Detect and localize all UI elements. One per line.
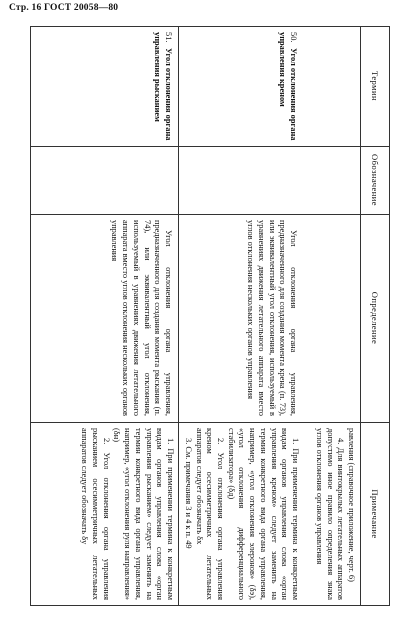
definition-cell (109, 220, 173, 416)
term-table (30, 26, 390, 606)
note-item: 2. Угол отклонения органа управления креном осесимметричных летательных аппаратов следует обозначать δх (194, 428, 226, 600)
note-item: 1. При применении термина к конкретным видам органов управления слова «орган управления рысканием» следует заменить на термин конкретного вида органа управления, например, «угол отклонения руля направления» (δн) (112, 428, 175, 600)
term-text: Угол отклонения органа управления креном (278, 32, 298, 141)
continuation-line: равления (справочное приложение, черт. 6) (347, 428, 356, 582)
definition-text: Угол отклонения органа управления, предназначенного для создания момента крена (п. 73), или эквивалентный угол отклонения, используемый в уравнениях движения летательного аппарата вместо углов отклонения нескольких органов управления (246, 220, 298, 416)
term-cell (277, 32, 298, 142)
col-header-symbol: Обозначение (370, 154, 381, 206)
col-header-term: Термин (370, 71, 381, 101)
continuation-line: 4. Для винтокрылых летательных аппаратов допустимо иное правило определения знака углов отклонения органов управления (314, 428, 346, 600)
col-header-note: Примечание (370, 489, 381, 539)
page-header: Стр. 16 ГОСТ 20058—80 (9, 3, 119, 13)
continuation-note (313, 428, 356, 600)
table-row (30, 26, 179, 606)
col-header-definition: Определение (370, 291, 381, 345)
table-row (179, 26, 304, 606)
term-cell (152, 32, 173, 142)
rotated-table (30, 26, 390, 606)
definition-cell (244, 220, 298, 416)
note-cell (182, 428, 300, 600)
definition-text: Угол отклонения органа управления, предназначенного для создания момента рыскания (п. 74), или эквивалентный угол отклонения, используемый в уравнениях движения летательного аппарата вместо углов отклонения нескольких органов управления (110, 220, 173, 416)
note-item: 3. См. примечания 3 и 4 к п. 49 (183, 438, 193, 549)
term-text: Угол отклонения органа управления рысканием (153, 32, 173, 141)
note-cell (79, 428, 175, 600)
term-number: 51. (164, 32, 173, 43)
term-number: 50. (289, 32, 298, 43)
note-item: 1. При применении термина к конкретным видам органов управления слова «орган управления креном» следует заменить на термин конкретного вида органа управления, например, «угол отклонения элеронов» (δэ), «угол отклонения дифференциального стабилизатора» (δд) (226, 428, 300, 600)
note-item: 2. Угол отклонения органа управления рысканием осесимметричных летательных аппаратов следует обозначать δу (80, 428, 111, 600)
